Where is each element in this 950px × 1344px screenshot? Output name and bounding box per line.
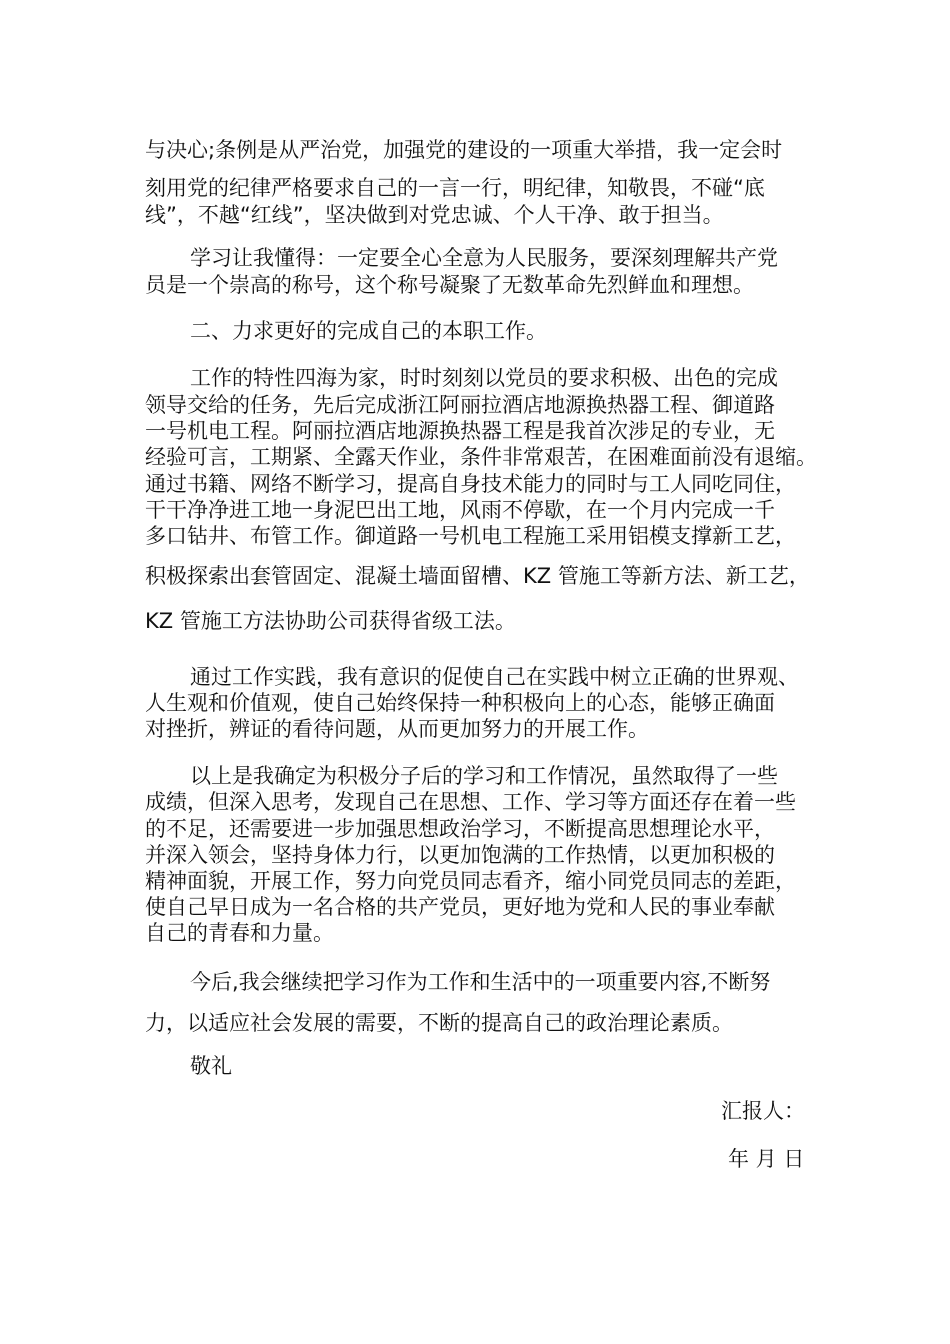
paragraph-3-line-5: 通过书籍、网络不断学习，提高自身技术能力的同时与工人同吃同住，	[145, 472, 796, 496]
paragraph-4-line-1: 通过工作实践，我有意识的促使自己在实践中树立正确的世界观、	[190, 665, 799, 689]
paragraph-5-line-2: 成绩，但深入思考，发现自己在思想、工作、学习等方面还存在着一些	[145, 790, 796, 814]
paragraph-3-line-7: 多口钻井、布管工作。御道路一号机电工程施工采用铝模支撑新工艺，	[145, 524, 796, 548]
paragraph-2-line-2: 员是一个崇高的称号，这个称号凝聚了无数革命先烈鲜血和理想。	[145, 273, 754, 297]
paragraph-3-line-6: 干干净净进工地一身泥巴出工地，风雨不停歇，在一个月内完成一千	[145, 498, 775, 522]
paragraph-4-line-3: 对挫折，辨证的看待问题，从而更加努力的开展工作。	[145, 717, 649, 741]
paragraph-5-line-7: 自己的青春和力量。	[145, 921, 334, 945]
paragraph-2-line-1: 学习让我懂得：一定要全心全意为人民服务，要深刻理解共产党	[190, 246, 778, 270]
date-label: 年 月 日	[728, 1147, 805, 1171]
paragraph-1-line-1: 与决心;条例是从严治党，加强党的建设的一项重大举措，我一定会时	[145, 138, 783, 162]
paragraph-6-line-2: 力，以适应社会发展的需要，不断的提高自己的政治理论素质。	[145, 1011, 733, 1035]
closing-salutation: 敬礼	[190, 1054, 232, 1078]
paragraph-1-line-3: 线”，不越“红线”，坚决做到对党忠诚、个人干净、敢于担当。	[145, 203, 724, 227]
paragraph-3-line-2: 领导交给的任务，先后完成浙江阿丽拉酒店地源换热器工程、御道路	[145, 393, 775, 417]
paragraph-6-line-1: 今后,我会继续把学习作为工作和生活中的一项重要内容,不断努	[190, 970, 771, 994]
paragraph-5-line-3: 的不足，还需要进一步加强思想政治学习，不断提高思想理论水平，	[145, 817, 775, 841]
paragraph-1-line-2: 刻用党的纪律严格要求自己的一言一行，明纪律，知敬畏，不碰“底	[145, 176, 765, 200]
paragraph-3-line-4: 经验可言，工期紧、全露天作业，条件非常艰苦，在困难面前没有退缩。	[145, 445, 817, 469]
paragraph-3-line-1: 工作的特性四海为家，时时刻刻以党员的要求积极、出色的完成	[190, 366, 778, 390]
paragraph-5-line-1: 以上是我确定为积极分子后的学习和工作情况，虽然取得了一些	[190, 764, 778, 788]
signature-label: 汇报人：	[721, 1099, 805, 1123]
paragraph-5-line-5: 精神面貌，开展工作，努力向党员同志看齐，缩小同党员同志的差距，	[145, 869, 796, 893]
paragraph-3-line-9: KZ 管施工方法协助公司获得省级工法。	[145, 609, 516, 633]
paragraph-4-line-2: 人生观和价值观，使自己始终保持一种积极向上的心态，能够正确面	[145, 691, 775, 715]
paragraph-5-line-6: 使自己早日成为一名合格的共产党员，更好地为党和人民的事业奉献	[145, 895, 775, 919]
paragraph-5-line-4: 并深入领会，坚持身体力行，以更加饱满的工作热情，以更加积极的	[145, 843, 775, 867]
section-heading: 二、力求更好的完成自己的本职工作。	[190, 319, 547, 343]
paragraph-3-line-3: 一号机电工程。阿丽拉酒店地源换热器工程是我首次涉足的专业，无	[145, 419, 775, 443]
paragraph-3-line-8: 积极探索出套管固定、混凝土墙面留槽、KZ 管施工等新方法、新工艺，	[145, 564, 810, 588]
